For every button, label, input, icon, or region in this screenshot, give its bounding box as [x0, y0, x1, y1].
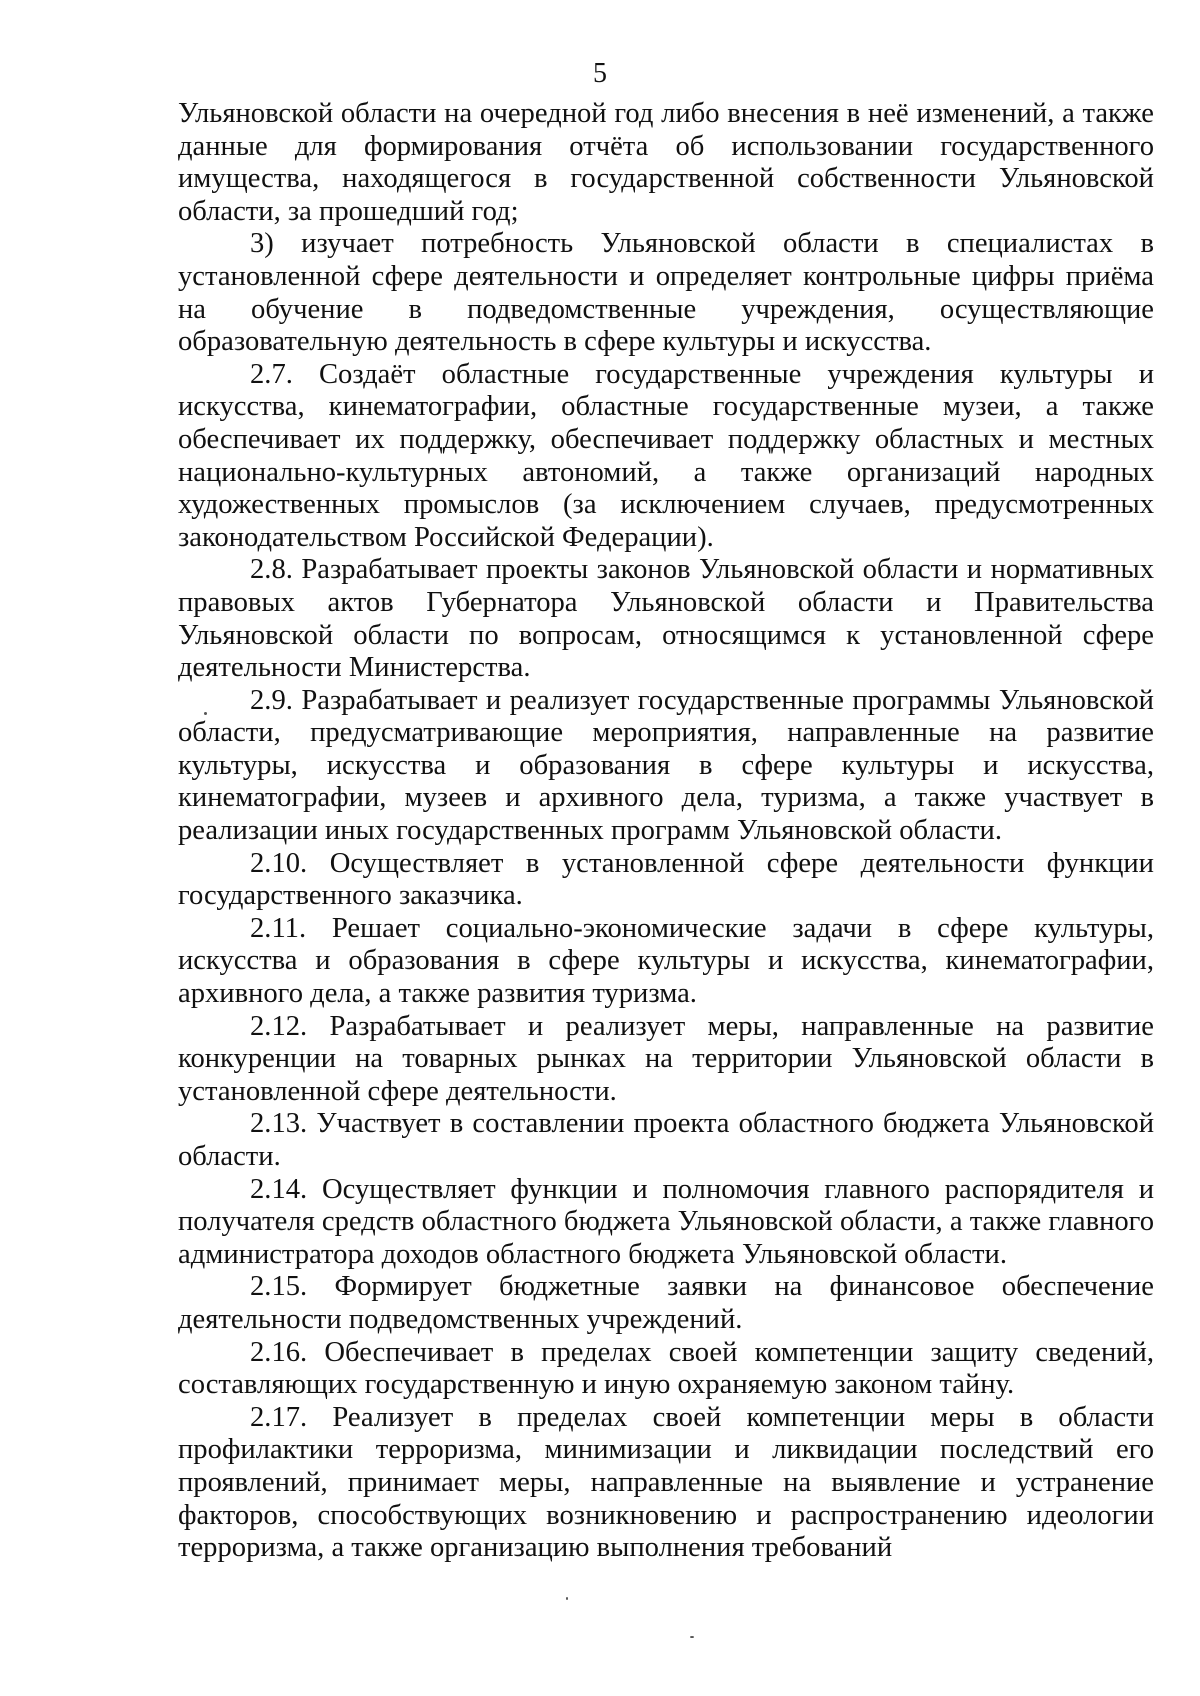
- paragraph-2-8: 2.8. Разрабатывает проекты законов Ульяновской области и нормативных правовых актов Губернатора Ульяновской области и Правительства Ульяновской области по вопросам, относящимся к установленной сфере деятельности Министерства.: [178, 554, 1154, 684]
- scan-speck: [566, 1597, 568, 1600]
- scan-speck: [690, 1636, 694, 1638]
- paragraph-item-3: 3) изучает потребность Ульяновской области в специалистах в установленной сфере деятельности и определяет контрольные цифры приёма на обучение в подведомственные учреждения, осуществляющие образовательную деятельность в сфере культуры и искусства.: [178, 228, 1154, 358]
- paragraph-2-15: 2.15. Формирует бюджетные заявки на финансовое обеспечение деятельности подведомственных учреждений.: [178, 1271, 1154, 1335]
- scan-speck: [204, 712, 207, 715]
- paragraph-2-9: 2.9. Разрабатывает и реализует государственные программы Ульяновской области, предусматривающие мероприятия, направленные на развитие культуры, искусства и образования в сфере культуры и искусства, кинематографии, музеев и архивного дела, туризма, а также участвует в реализации иных государственных программ Ульяновской области.: [178, 684, 1154, 847]
- paragraph-2-7: 2.7. Создаёт областные государственные учреждения культуры и искусства, кинематографии, областные государственные музеи, а также обеспечивает их поддержку, обеспечивает поддержку областных и местных национально-культурных автономий, а также организаций народных художественных промыслов (за исключением случаев, предусмотренных законодательством Российской Федерации).: [178, 358, 1154, 553]
- paragraph-2-17: 2.17. Реализует в пределах своей компетенции меры в области профилактики терроризма, минимизации и ликвидации последствий его проявлений, принимает меры, направленные на выявление и устранение факторов, способствующих возникновению и распространению идеологии терроризма, а также организацию выполнения требований: [178, 1401, 1154, 1564]
- paragraph-2-12: 2.12. Разрабатывает и реализует меры, направленные на развитие конкуренции на товарных рынках на территории Ульяновской области в установленной сфере деятельности.: [178, 1010, 1154, 1107]
- paragraph-continuation: Ульяновской области на очередной год либо внесения в неё изменений, а также данные для формирования отчёта об использовании государственного имущества, находящегося в государственной собственности Ульяновской области, за прошедший год;: [178, 98, 1154, 227]
- paragraph-2-10: 2.10. Осуществляет в установленной сфере деятельности функции государственного заказчика.: [178, 847, 1154, 912]
- paragraph-2-16: 2.16. Обеспечивает в пределах своей компетенции защиту сведений, составляющих государственную и иную охраняемую законом тайну.: [178, 1336, 1154, 1401]
- paragraph-2-14: 2.14. Осуществляет функции и полномочия главного распорядителя и получателя средств областного бюджета Ульяновской области, а также главного администратора доходов областного бюджета Ульяновской области.: [178, 1173, 1154, 1270]
- paragraph-2-11: 2.11. Решает социально-экономические задачи в сфере культуры, искусства и образования в сфере культуры и искусства, кинематографии, архивного дела, а также развития туризма.: [178, 912, 1154, 1010]
- page-number: 5: [593, 58, 607, 89]
- document-body: [178, 98, 1154, 1565]
- paragraph-2-13: 2.13. Участвует в составлении проекта областного бюджета Ульяновской области.: [178, 1108, 1154, 1172]
